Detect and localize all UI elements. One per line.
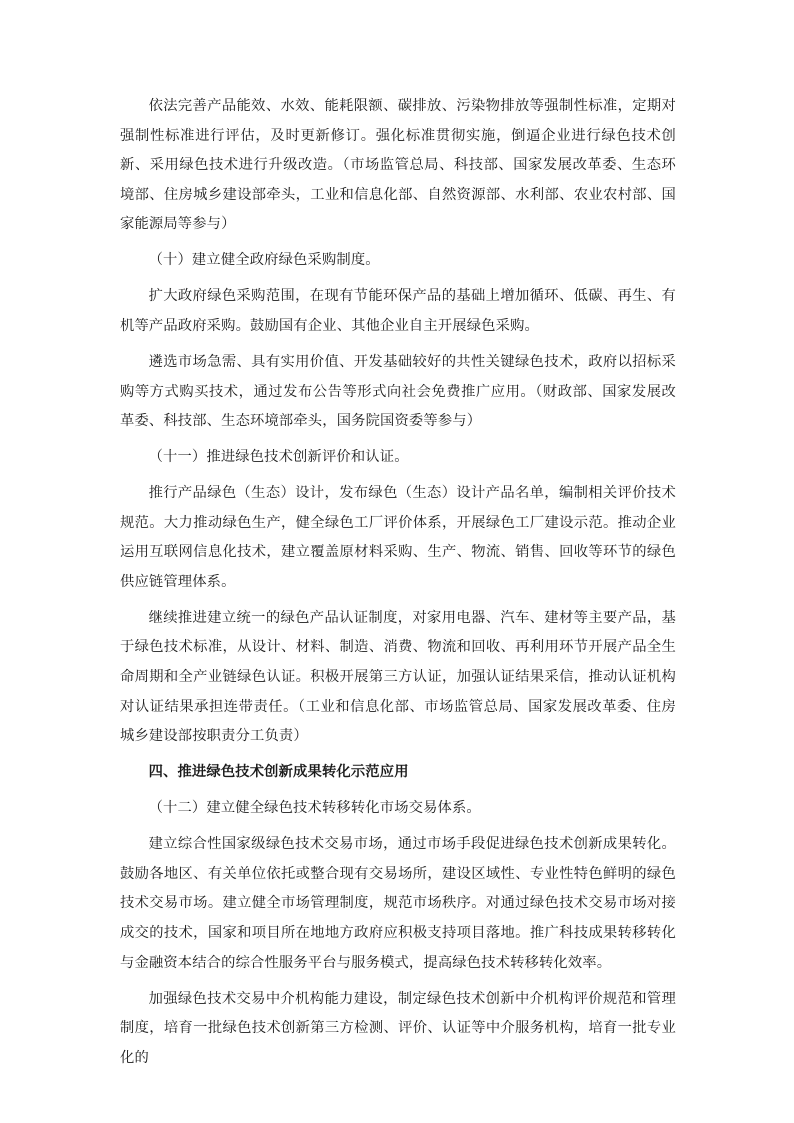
- subheading-green-procurement: （十）建立健全政府绿色采购制度。: [148, 252, 380, 269]
- paragraph-procurement-scope: 扩大政府绿色采购范围，在现有节能环保产品的基础上增加循环、低碳、再生、有机等产品政府采购。鼓励国有企业、其他企业自主开展绿色采购。: [120, 288, 676, 334]
- document-body: [120, 92, 676, 1073]
- paragraph-product-certification: 继续推进建立统一的绿色产品认证制度，对家用电器、汽车、建材等主要产品，基于绿色技术标准，从设计、材料、制造、消费、物流和回收、再利用环节开展产品全生命周期和全产业链绿色认证。积极开展第三方认证，加强认证结果采信，推动认证机构对认证结果承担连带责任。（工业和信息化部、市场监管总局、国家发展改革委、住房城乡建设部按职责分工负责）: [120, 609, 676, 745]
- section-heading-demonstration: 四、推进绿色技术创新成果转化示范应用: [148, 764, 409, 781]
- paragraph-mandatory-standards: 依法完善产品能效、水效、能耗限额、碳排放、污染物排放等强制性标准，定期对强制性标准进行评估，及时更新修订。强化标准贯彻实施，倒逼企业进行绿色技术创新、采用绿色技术进行升级改造。（市场监管总局、科技部、国家发展改革委、生态环境部、住房城乡建设部牵头，工业和信息化部、自然资源部、水利部、农业农村部、国家能源局等参与）: [120, 98, 676, 233]
- paragraph-eco-design: 推行产品绿色（生态）设计，发布绿色（生态）设计产品名单，编制相关评价技术规范。大力推动绿色生产，健全绿色工厂评价体系，开展绿色工厂建设示范。推动企业运用互联网信息化技术，建立覆盖原材料采购、生产、物流、销售、回收等环节的绿色供应链管理体系。: [120, 485, 676, 590]
- subheading-evaluation-certification: （十一）推进绿色技术创新评价和认证。: [148, 449, 409, 466]
- paragraph-intermediary-agencies: 加强绿色技术交易中介机构能力建设，制定绿色技术创新中介机构评价规范和管理制度，培育一批绿色技术创新第三方检测、评价、认证等中介服务机构，培育一批专业化的: [120, 990, 676, 1066]
- paragraph-technology-purchase: 遴选市场急需、具有实用价值、开发基础较好的共性关键绿色技术，政府以招标采购等方式购买技术，通过发布公告等形式向社会免费推广应用。（财政部、国家发展改革委、科技部、生态环境部牵头，国务院国资委等参与）: [120, 353, 676, 430]
- subheading-trading-system: （十二）建立健全绿色技术转移转化市场交易体系。: [148, 800, 481, 817]
- paragraph-trading-market: 建立综合性国家级绿色技术交易市场，通过市场手段促进绿色技术创新成果转化。鼓励各地区、有关单位依托或整合现有交易场所，建设区域性、专业性特色鲜明的绿色技术交易市场。建立健全市场管理制度，规范市场秩序。对通过绿色技术交易市场对接成交的技术，国家和项目所在地地方政府应积极支持项目落地。推广科技成果转移转化与金融资本结合的综合性服务平台与服务模式，提高绿色技术转移转化效率。: [120, 836, 676, 971]
